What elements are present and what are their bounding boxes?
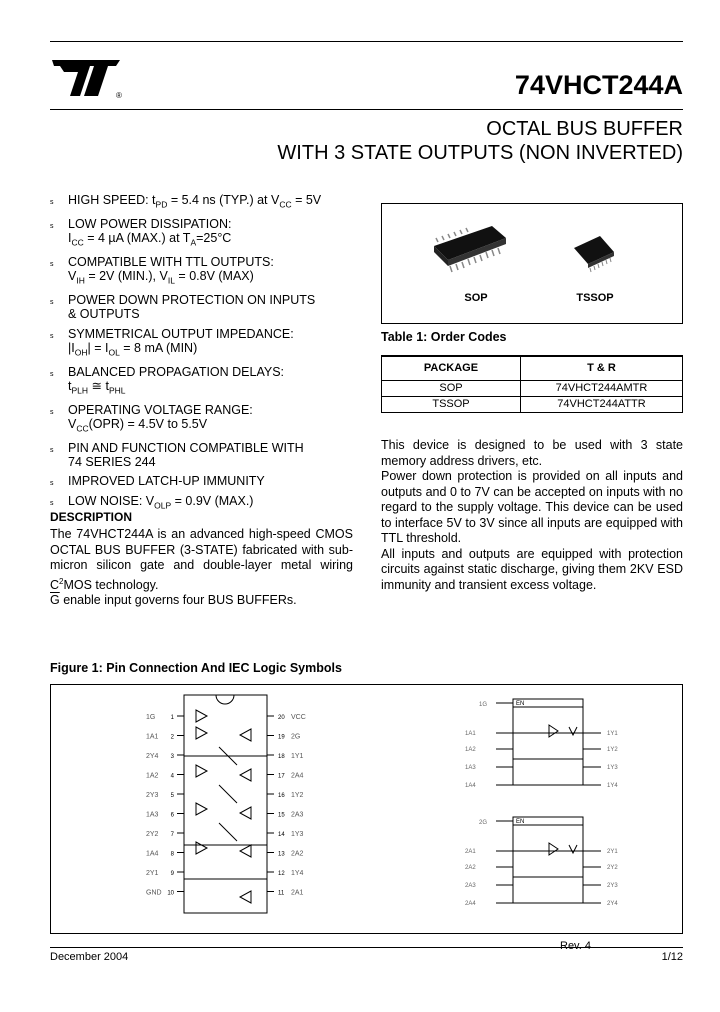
- package-image-box: [381, 203, 683, 324]
- iec-output-label: 2Y4: [607, 901, 618, 907]
- pin-number-right: 17: [278, 773, 285, 780]
- header-rule-top: [50, 41, 683, 42]
- feature-item: s LOW NOISE: $V_{OLP} = 0.9V$ (MAX.): [50, 494, 370, 513]
- pin-number-left: 3: [170, 754, 174, 760]
- feature-item: s HIGH SPEED: $t_{PD} = 5.4$ ns (TYP.) at $V_{CC} = 5V$: [50, 193, 370, 212]
- iec-input-label: 1A2: [465, 747, 476, 753]
- pin-number-left: 8: [170, 851, 174, 858]
- dip-pins: [146, 714, 306, 897]
- pin-label-left: 1A3: [146, 811, 159, 819]
- iec-input-label: 2A2: [465, 865, 476, 871]
- description-text: The 74VHCT244A is an advanced high-speed CMOS OCTAL BUS BUFFER (3-STATE) fabricated with sub-micron silicon gate and double-layer metal wiring $C^2MOS$ technology. $\overline{G}$ enable input governs four BUS BUFFERs.: [50, 527, 353, 608]
- revision: Rev. 4: [560, 940, 591, 952]
- iec-input-label: 1A4: [465, 783, 476, 789]
- dip-buffers: [196, 710, 251, 903]
- pin-number-right: 15: [278, 812, 285, 819]
- pin-number-right: 14: [278, 832, 285, 838]
- figure-caption: Figure 1: Pin Connection And IEC Logic Symbols: [50, 661, 342, 675]
- pin-number-left: 4: [170, 773, 174, 780]
- feature-item: s LOW POWER DISSIPATION: $I_{CC} = 4$ µA (MAX.) at $T_A=25^\circ C$: [50, 217, 370, 250]
- pin-number-right: 16: [278, 793, 285, 799]
- paragraph: All inputs and outputs are equipped with protection circuits against static discharge, giving them 2KV ESD immunity and transient excess voltage.: [381, 546, 683, 592]
- table-row: [382, 396, 683, 412]
- pin-label-right: 1Y2: [291, 792, 304, 799]
- footer-date: December 2004: [50, 951, 129, 963]
- pin-label-left: 2Y1: [146, 870, 159, 877]
- pin-number-left: 10: [167, 890, 174, 897]
- pin-label-right: 1Y4: [291, 870, 304, 877]
- title-line2: WITH 3 STATE OUTPUTS (NON INVERTED): [277, 142, 683, 164]
- header-rule-mid: [50, 109, 683, 110]
- order-codes-table: [381, 355, 683, 413]
- table-header-cell: T & R: [521, 356, 683, 380]
- pin-label-right: 1Y1: [291, 753, 304, 760]
- pin-number-left: 6: [170, 812, 174, 819]
- iec-input-label: 2A4: [465, 901, 476, 907]
- table-cell: 74VHCT244ATTR: [521, 396, 683, 412]
- pin-label-left: 2Y3: [146, 792, 159, 799]
- pin-label-right: 1Y3: [291, 831, 304, 838]
- feature-item: s IMPROVED LATCH-UP IMMUNITY: [50, 474, 370, 488]
- iec-input-label: 1A3: [465, 765, 476, 771]
- iec-input-label: 2A3: [465, 883, 476, 889]
- pin-label-left: 1A1: [146, 733, 159, 741]
- iec-output-label: 1Y2: [607, 747, 618, 753]
- pin-number-left: 9: [170, 871, 174, 877]
- pin-label-right: VCC: [291, 714, 306, 721]
- pin-connection-diagram: [51, 685, 682, 933]
- tssop-label: TSSOP: [576, 292, 614, 304]
- registered-mark: ®: [116, 91, 122, 100]
- iec-symbol-bottom: [496, 817, 601, 903]
- feature-item: s COMPATIBLE WITH TTL OUTPUTS: $V_{IH} = 2V$ (MIN.), $V_{IL} = 0.8V$ (MAX): [50, 255, 370, 288]
- table-cell: SOP: [382, 380, 521, 396]
- table-cell: 74VHCT244AMTR: [521, 380, 683, 396]
- title-line1: OCTAL BUS BUFFER: [486, 118, 683, 140]
- iec-enable-label: 1G: [479, 702, 488, 708]
- pin-label-left: 1G: [146, 714, 156, 721]
- g-bar-symbol: $\overline{G}$: [50, 593, 60, 608]
- pin-label-right: 2A2: [291, 850, 304, 858]
- part-number: 74VHCT244A: [514, 70, 683, 100]
- iec-pin-labels: [465, 731, 618, 907]
- iec-input-label: 2A1: [465, 849, 476, 855]
- pin-label-right: 2A4: [291, 772, 304, 780]
- feature-item: s SYMMETRICAL OUTPUT IMPEDANCE: $|I_{OH}| = I_{OL} = 8$ mA (MIN): [50, 327, 370, 360]
- pin-number-right: 12: [278, 871, 285, 877]
- feature-item: s PIN AND FUNCTION COMPATIBLE WITH 74 SERIES 244: [50, 441, 370, 469]
- iec-output-label: 2Y1: [607, 849, 618, 855]
- pin-number-right: 19: [278, 734, 285, 741]
- sop-package-image: [434, 226, 506, 272]
- iec-output-label: 1Y1: [607, 731, 618, 737]
- pin-number-left: 7: [170, 832, 174, 838]
- pin-number-right: 13: [278, 851, 285, 858]
- table-header-cell: PACKAGE: [382, 356, 521, 380]
- pin-label-right: 2A3: [291, 811, 304, 819]
- pin-label-left: GND: [146, 889, 162, 897]
- iec-en-label: EN: [516, 819, 525, 825]
- pin-number-left: 5: [170, 793, 174, 799]
- feature-list: [50, 193, 370, 518]
- page-number: 1/12: [661, 951, 683, 963]
- table-row: [382, 380, 683, 396]
- feature-item: s POWER DOWN PROTECTION ON INPUTS & OUTPUTS: [50, 293, 370, 321]
- order-table-caption: Table 1: Order Codes: [381, 330, 507, 344]
- st-logo: [50, 52, 125, 100]
- iec-output-label: 1Y3: [607, 765, 618, 771]
- tssop-package-image: [574, 236, 614, 272]
- feature-item: s BALANCED PROPAGATION DELAYS: $t_{PLH}$ ≅ $t_{PHL}$: [50, 365, 370, 398]
- feature-item: s OPERATING VOLTAGE RANGE: $V_{CC}(OPR) = 4.5V$ to 5.5V: [50, 403, 370, 436]
- paragraph: Power down protection is provided on all inputs and outputs and 0 to 7V can be accepted on inputs with no regard to the supply voltage. This device can be used to interface 5V to 3V since all inputs are equipped with TTL threshold.: [381, 469, 683, 545]
- pin-label-left: 1A2: [146, 772, 159, 780]
- pin-label-left: 1A4: [146, 850, 159, 858]
- sop-label: SOP: [464, 292, 488, 304]
- device-description: [381, 438, 683, 593]
- figure-box: [50, 684, 683, 934]
- iec-output-label: 1Y4: [607, 783, 618, 789]
- pin-label-right: 2A1: [291, 889, 304, 897]
- pin-label-left: 2Y4: [146, 753, 159, 760]
- pin-number-right: 20: [278, 715, 285, 721]
- table-header-row: [382, 356, 683, 380]
- pin-number-left: 1: [170, 715, 174, 721]
- iec-en-label: EN: [516, 701, 525, 707]
- pin-label-right: 2G: [291, 733, 301, 741]
- iec-input-label: 1A1: [465, 731, 476, 737]
- pin-number-right: 18: [278, 754, 285, 760]
- iec-output-label: 2Y2: [607, 865, 618, 871]
- iec-output-label: 2Y3: [607, 883, 618, 889]
- pin-number-right: 11: [278, 890, 285, 897]
- pin-number-left: 2: [170, 734, 174, 741]
- paragraph: This device is designed to be used with 3 state memory address drivers, etc.: [381, 438, 683, 468]
- pin-label-left: 2Y2: [146, 831, 159, 838]
- package-illustration: [382, 204, 682, 323]
- iec-enable-label: 2G: [479, 820, 488, 826]
- iec-symbol-top: [496, 699, 601, 785]
- table-cell: TSSOP: [382, 396, 521, 412]
- description-heading: DESCRIPTION: [50, 510, 133, 524]
